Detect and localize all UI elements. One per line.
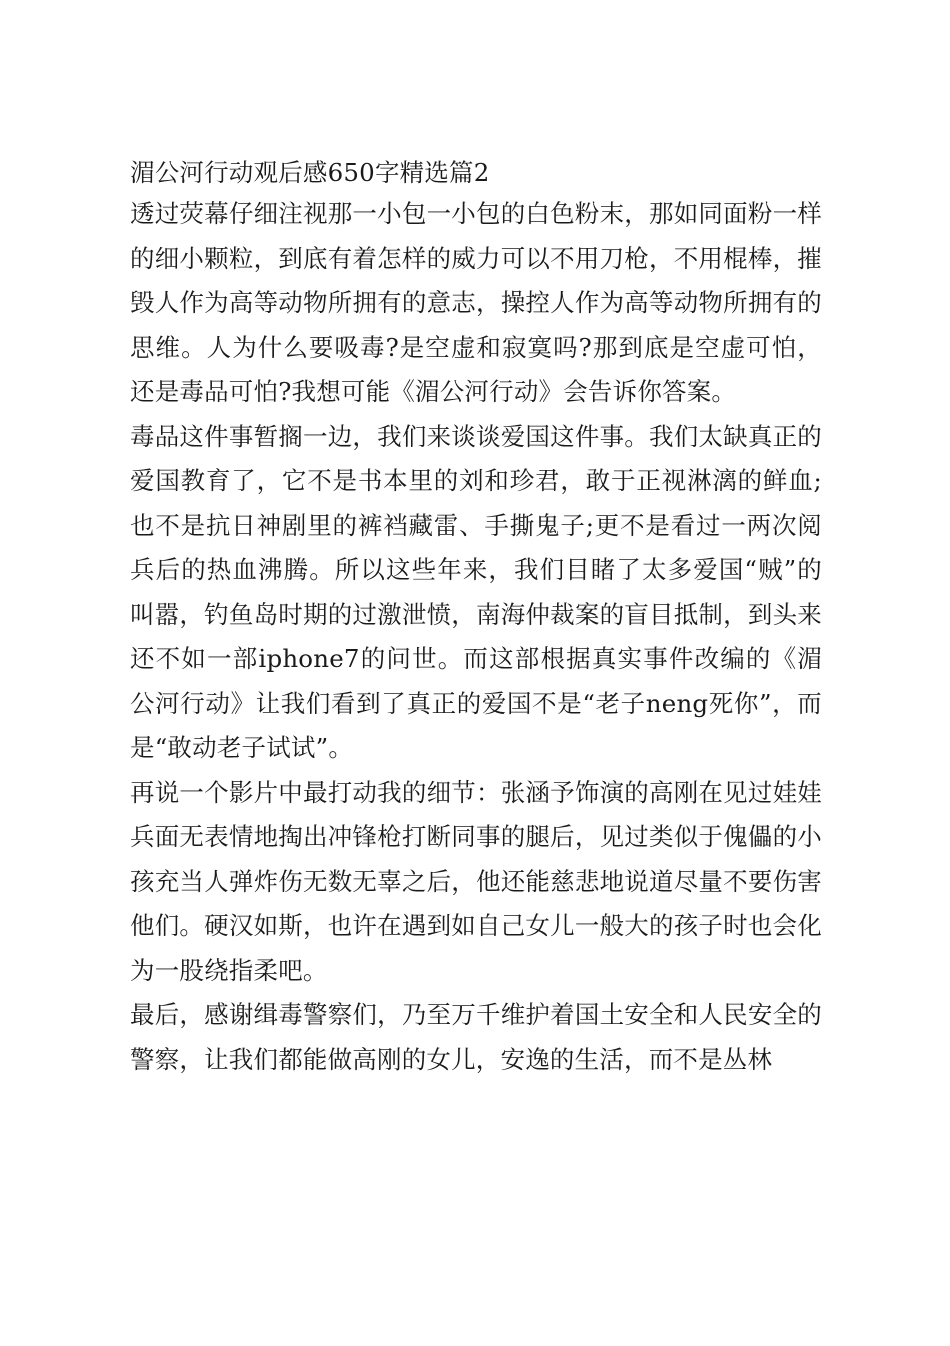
paragraph-1: 透过荧幕仔细注视那一小包一小包的白色粉末，那如同面粉一样的细小颗粒，到底有着怎样的威力可以不用刀枪，不用棍棒，摧毁人作为高等动物所拥有的意志，操控人作为高等动物所拥有的思维。人为什么要吸毒?是空虚和寂寞吗?那到底是空虚可怕，还是毒品可怕?我想可能《湄公河行动》会告诉你答案。: [130, 199, 822, 406]
document-page: [130, 154, 822, 1082]
paragraph-3: 再说一个影片中最打动我的细节：张涵予饰演的高刚在见过娃娃兵面无表情地掏出冲锋枪打断同事的腿后，见过类似于傀儡的小孩充当人弹炸伤无数无辜之后，他还能慈悲地说道尽量不要伤害他们。硬汉如斯，也许在遇到如自己女儿一般大的孩子时也会化为一股绕指柔吧。: [130, 777, 822, 985]
document-title: 湄公河行动观后感650字精选篇2: [130, 158, 490, 187]
paragraph-4: 最后，感谢缉毒警察们，乃至万千维护着国土安全和人民安全的警察，让我们都能做高刚的女儿，安逸的生活，而不是丛林: [130, 1000, 822, 1074]
paragraph-2: 毒品这件事暂搁一边，我们来谈谈爱国这件事。我们太缺真正的爱国教育了，它不是书本里的刘和珍君，敢于正视淋漓的鲜血;也不是抗日神剧里的裤裆藏雷、手撕鬼子;更不是看过一两次阅兵后的热血沸腾。所以这些年来，我们目睹了太多爱国“贼”的叫嚣，钓鱼岛时期的过激泄愤，南海仲裁案的盲目抵制，到头来还不如一部iphone7的问世。而这部根据真实事件改编的《湄公河行动》让我们看到了真正的爱国不是“老子neng死你”，而是“敢动老子试试”。: [130, 421, 822, 762]
